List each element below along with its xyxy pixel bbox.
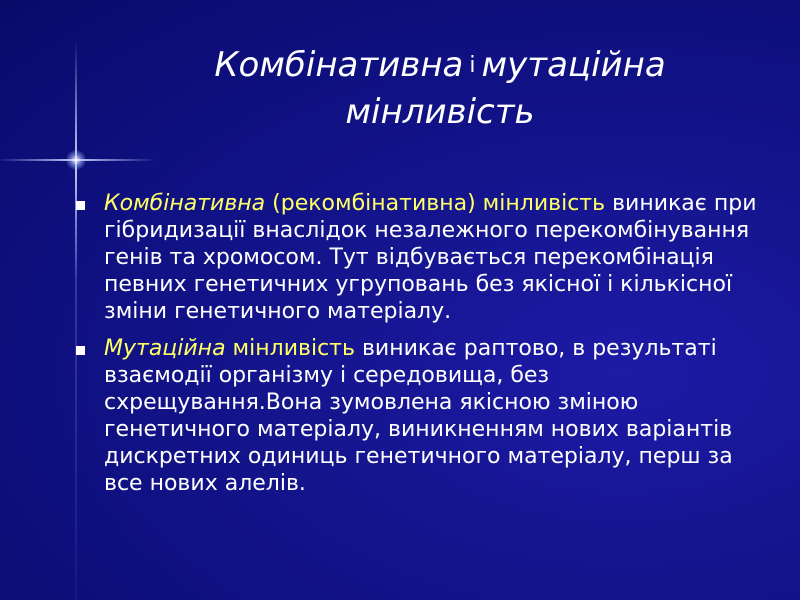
title-separator: і: [469, 53, 476, 78]
list-item: [72, 190, 762, 325]
item-text: виникає раптово, в результаті взаємодії організму і середовища, без схрещування.Вона зумовлена якісною зміною генетичного матеріалу, виникненням нових варіантів дискретних одиниць генетичного матеріалу, перш за все нових алелів.: [104, 336, 733, 496]
item-text: виникає при гібридизації внаслідок незалежного перекомбінування генів та хромосом. Тут відбувається перекомбінація певних генетичних угруповань без якісної і кількісної зміни генетичного матеріалу.: [104, 191, 757, 324]
slide-body: [72, 190, 762, 507]
slide-title: [150, 42, 730, 135]
square-bullet-icon: [76, 346, 85, 355]
square-bullet-icon: [76, 201, 85, 210]
term-combinative: Комбінативна: [104, 191, 266, 216]
title-part-2: мутаційна мінливість: [345, 45, 666, 132]
term-combinative-suffix: (рекомбінативна) мінливість: [265, 191, 606, 216]
term-mutational: Мутаційна: [104, 336, 226, 361]
title-part-1: Комбінативна: [214, 45, 464, 85]
list-item: [72, 335, 762, 497]
term-mutational-suffix: мінливість: [225, 336, 355, 361]
